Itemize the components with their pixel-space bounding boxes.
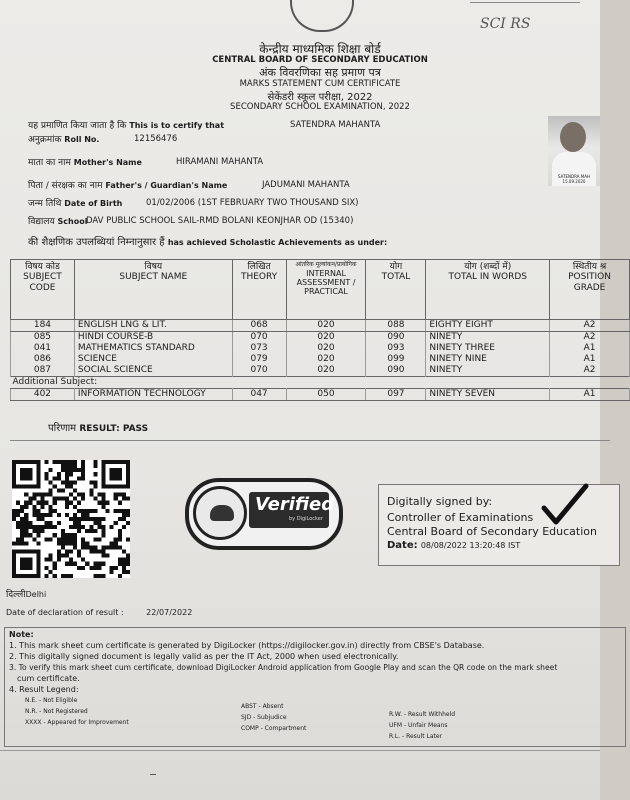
- theory-marks: 070: [232, 365, 286, 377]
- legend-comp: COMP - Compartment: [241, 725, 307, 732]
- note-4: 4. Result Legend:: [9, 685, 79, 694]
- note-2: 2. This digitally signed document is legally valid as per the IT Act, 2000 when used electronically.: [9, 652, 399, 661]
- father-name: JADUMANI MAHANTA: [262, 180, 350, 190]
- total-marks: 093: [366, 343, 426, 354]
- legend-xxxx: XXXX - Appeared for Improvement: [25, 719, 129, 726]
- position-grade: A2: [550, 332, 630, 344]
- handwritten-note: SCI RS: [480, 16, 531, 32]
- qr-code: [12, 460, 130, 578]
- checkmark-icon: [540, 482, 590, 527]
- digilocker-logo: [193, 486, 247, 540]
- subject-code: 085: [11, 332, 75, 344]
- school-name: DAV PUBLIC SCHOOL SAIL-RMD BOLANI KEONJHAR OD (15340): [86, 216, 354, 226]
- place: दिल्लीDelhi: [6, 590, 47, 600]
- table-row: [11, 332, 630, 344]
- ia-marks: 020: [286, 332, 366, 344]
- edge-mark: [150, 774, 156, 775]
- qr-code-graphic: [12, 460, 130, 578]
- position-grade: A1: [550, 389, 630, 401]
- total-marks: 090: [366, 365, 426, 377]
- header-position-grade: स्थितीय श्र POSITION GRADE: [550, 260, 630, 320]
- result-line: परिणाम RESULT: PASS: [48, 423, 149, 434]
- additional-subject-label: Additional Subject:: [12, 377, 98, 387]
- additional-subject-row: [11, 377, 630, 389]
- total-in-words: NINETY NINE: [426, 354, 550, 365]
- verified-word: Verified: [255, 494, 335, 515]
- signature-date: Date: 08/08/2022 13:20:48 IST: [387, 540, 521, 551]
- header-internal-assessment: आंतरिक मूल्यांकन/प्रायोगिक INTERNAL ASSESSMENT / PRACTICAL: [286, 260, 366, 320]
- exam-title-english: SECONDARY SCHOOL EXAMINATION, 2022: [230, 102, 410, 112]
- table-header-row: [11, 260, 630, 320]
- ia-marks: 020: [286, 365, 366, 377]
- total-in-words: EIGHTY EIGHT: [426, 320, 550, 332]
- board-name-hindi: केन्द्रीय माध्यमिक शिक्षा बोर्ड: [259, 42, 381, 56]
- total-in-words: NINETY: [426, 365, 550, 377]
- notes-box: [4, 627, 626, 747]
- legend-rl: R.L. - Result Later: [389, 733, 443, 740]
- position-grade: A2: [550, 365, 630, 377]
- total-in-words: NINETY SEVEN: [426, 389, 550, 401]
- mother-name: HIRAMANI MAHANTA: [176, 157, 264, 167]
- dob-label: जन्म तिथि Date of Birth: [28, 199, 123, 209]
- emblem-icon: [290, 0, 354, 32]
- note-1: 1. This mark sheet cum certificate is generated by DigiLocker (https://digilocker.gov.in) directly from CBSE's Database.: [9, 641, 485, 650]
- legend-abst: ABST - Absent: [241, 703, 284, 710]
- legend-ne: N.E. - Not Eligible: [25, 697, 78, 704]
- subject-name: MATHEMATICS STANDARD: [74, 343, 232, 354]
- school-label: विद्यालय School: [28, 217, 88, 227]
- achievement-label: की शैक्षणिक उपलब्धियां निम्नानुसार हैं has achieved Scholastic Achievements as under:: [28, 237, 388, 248]
- theory-marks: 068: [232, 320, 286, 332]
- certificate-title-english: MARKS STATEMENT CUM CERTIFICATE: [239, 79, 401, 89]
- total-in-words: NINETY: [426, 332, 550, 344]
- total-marks: 088: [366, 320, 426, 332]
- certify-label: यह प्रमाणित किया जाता है कि This is to certify that: [28, 121, 225, 131]
- total-in-words: NINETY THREE: [426, 343, 550, 354]
- certificate-title-hindi: अंक विवरणिका सह प्रमाण पत्र: [259, 66, 381, 79]
- header-theory: लिखित THEORY: [232, 260, 286, 320]
- roll-number: 12156476: [134, 134, 178, 144]
- header-subject-code: विषय कोड SUBJECT CODE: [11, 260, 75, 320]
- verified-stamp: [185, 478, 343, 550]
- subject-code: 087: [11, 365, 75, 377]
- position-grade: A1: [550, 354, 630, 365]
- position-grade: A1: [550, 343, 630, 354]
- signature-line-1: Digitally signed by:: [387, 495, 493, 508]
- theory-marks: 073: [232, 343, 286, 354]
- table-row: [11, 389, 630, 401]
- subject-code: 041: [11, 343, 75, 354]
- subject-code: 402: [11, 389, 75, 401]
- subject-name: SCIENCE: [74, 354, 232, 365]
- handwritten-mark: [470, 2, 580, 3]
- subject-name: INFORMATION TECHNOLOGY: [74, 389, 232, 401]
- legend-rw: R.W. - Result Withheld: [389, 711, 456, 718]
- signature-line-2: Controller of Examinations: [387, 511, 534, 524]
- theory-marks: 070: [232, 332, 286, 344]
- cloud-lock-icon: [210, 505, 234, 521]
- table-row: [11, 320, 630, 332]
- note-3: 3. To verify this mark sheet cum certificate, download DigiLocker Android application from Google Play and scan the QR code on the mark sheet: [9, 663, 558, 672]
- subject-name: ENGLISH LNG & LIT.: [74, 320, 232, 332]
- note-3-cont: cum certificate.: [17, 674, 80, 683]
- total-marks: 090: [366, 332, 426, 344]
- table-bottom-rule: [10, 440, 610, 441]
- board-name-english: CENTRAL BOARD OF SECONDARY EDUCATION: [212, 55, 428, 65]
- ia-marks: 020: [286, 343, 366, 354]
- ia-marks: 020: [286, 320, 366, 332]
- declaration-date: Date of declaration of result : 22/07/2022: [6, 608, 193, 617]
- signature-line-3: Central Board of Secondary Education: [387, 525, 597, 538]
- theory-marks: 047: [232, 389, 286, 401]
- bottom-rule: [0, 750, 600, 751]
- father-label: पिता / संरक्षक का नाम Father's / Guardian's Name: [28, 181, 228, 191]
- table-row: [11, 343, 630, 354]
- total-marks: 097: [366, 389, 426, 401]
- date-of-birth: 01/02/2006 (1ST FEBRUARY TWO THOUSAND SIX): [146, 198, 359, 208]
- table-row: [11, 365, 630, 377]
- mother-label: माता का नाम Mother's Name: [28, 158, 142, 168]
- ia-marks: 020: [286, 354, 366, 365]
- legend-sjd: SJD - Subjudice: [241, 714, 287, 721]
- subject-code: 086: [11, 354, 75, 365]
- header-total: योग TOTAL: [366, 260, 426, 320]
- exam-title-hindi: सेकेंडरी स्कूल परीक्षा, 2022: [267, 92, 373, 103]
- marks-table: [10, 259, 630, 401]
- verified-by: by DigiLocker: [289, 516, 323, 522]
- total-marks: 099: [366, 354, 426, 365]
- header-total-in-words: योग (शब्दों में) TOTAL IN WORDS: [426, 260, 550, 320]
- legend-nr: N.R. - Not Registered: [25, 708, 88, 715]
- table-row: [11, 354, 630, 365]
- notes-title: Note:: [9, 630, 34, 639]
- subject-code: 184: [11, 320, 75, 332]
- ia-marks: 050: [286, 389, 366, 401]
- subject-name: SOCIAL SCIENCE: [74, 365, 232, 377]
- theory-marks: 079: [232, 354, 286, 365]
- roll-label: अनुक्रमांक Roll No.: [28, 135, 100, 145]
- photo-face: [560, 122, 586, 152]
- candidate-photo: [548, 116, 600, 186]
- position-grade: A2: [550, 320, 630, 332]
- candidate-name: SATENDRA MAHANTA: [290, 120, 381, 130]
- photo-caption: SATENDRA MAH 15.09.2020: [558, 174, 590, 184]
- header-subject-name: विषय SUBJECT NAME: [74, 260, 232, 320]
- subject-name: HINDI COURSE-B: [74, 332, 232, 344]
- legend-ufm: UFM - Unfair Means: [389, 722, 448, 729]
